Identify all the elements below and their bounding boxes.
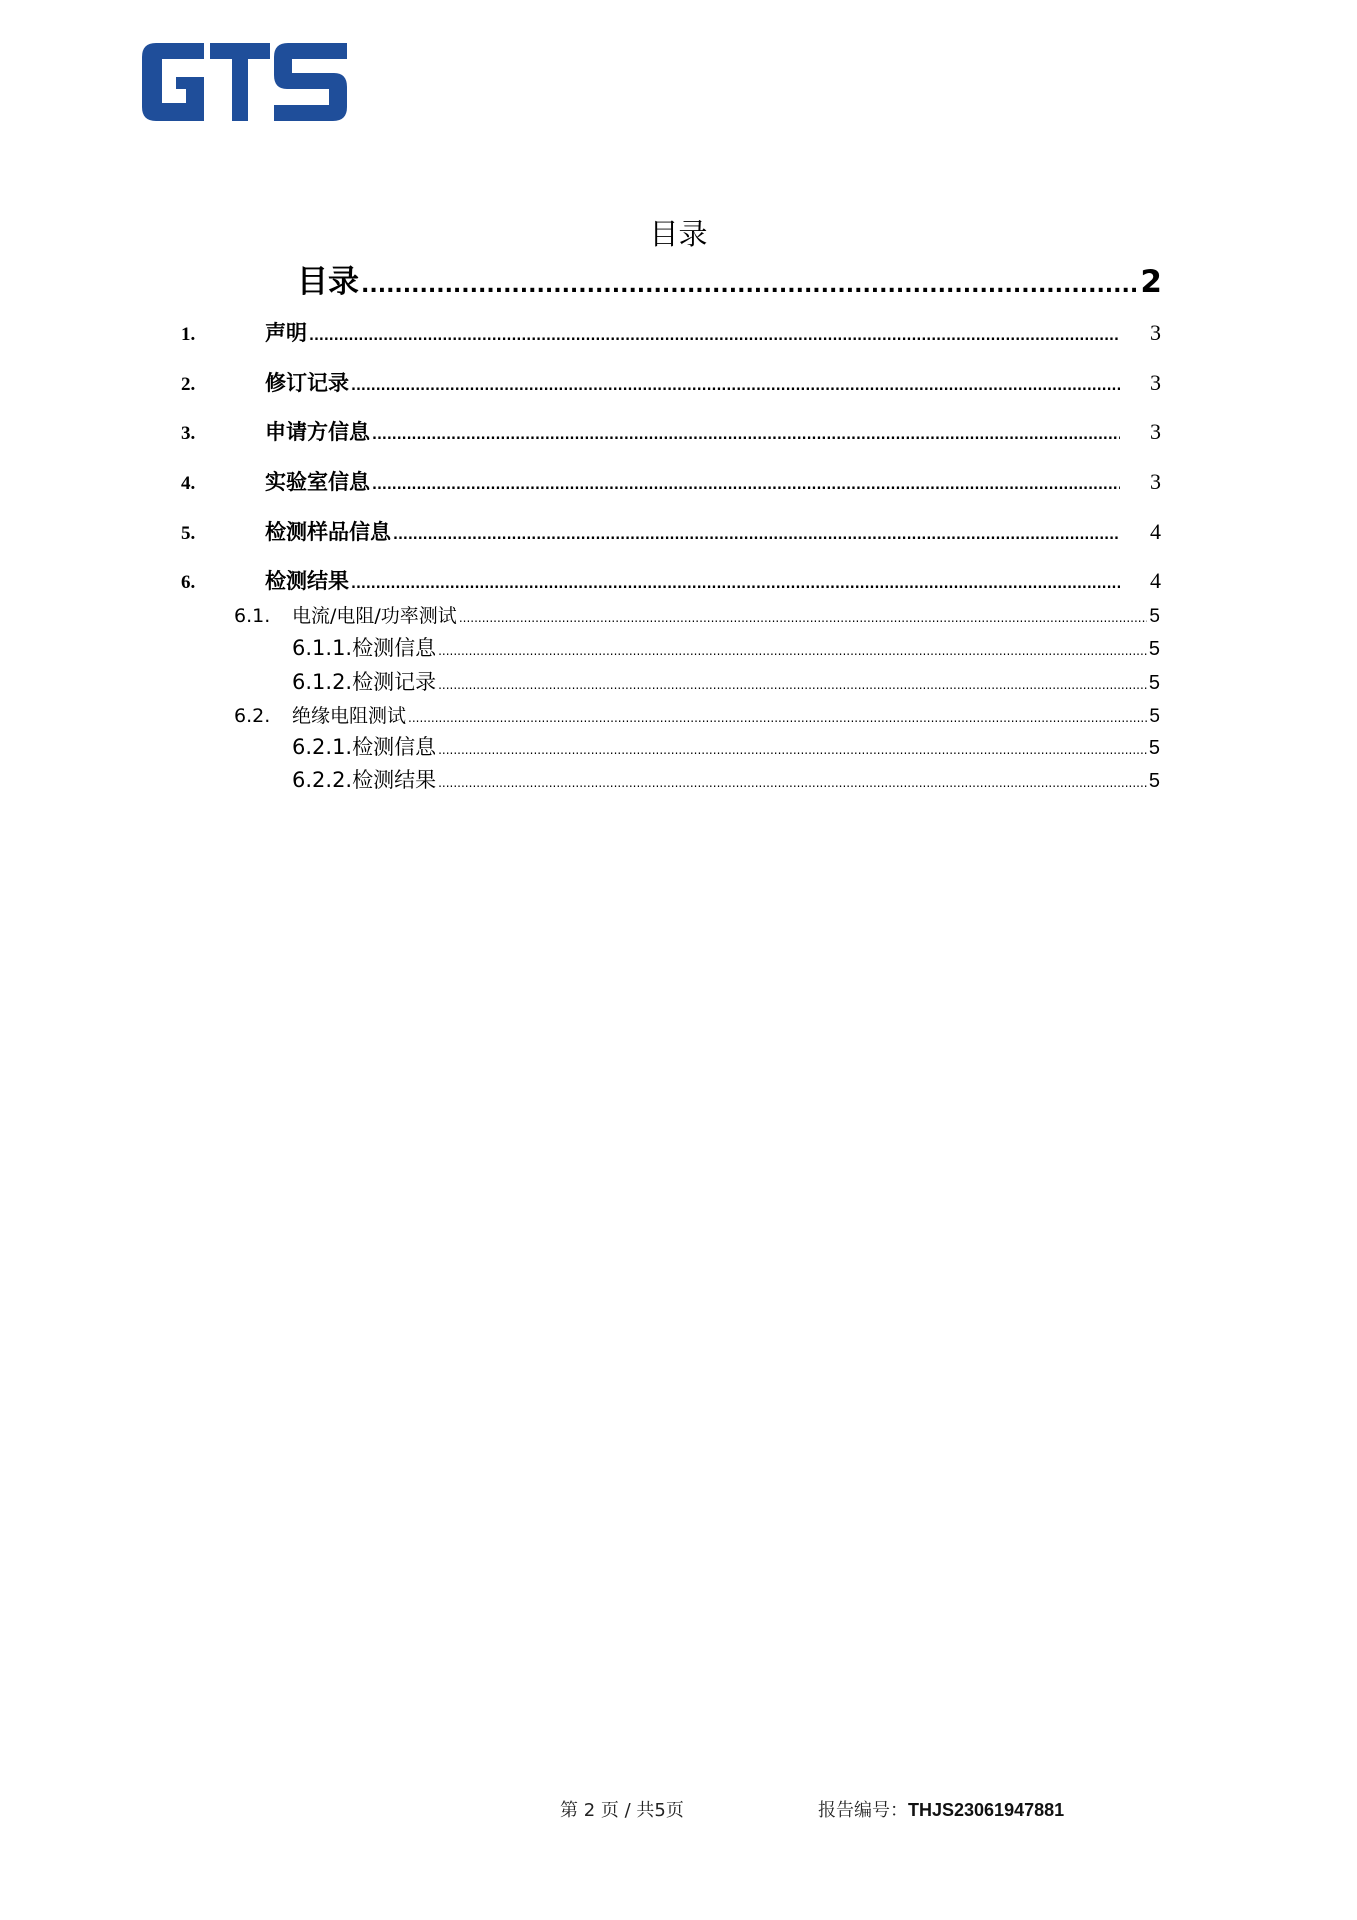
toc-page-number: 2 <box>1140 264 1162 300</box>
dot-leader <box>361 264 1138 300</box>
toc-subentry[interactable] <box>234 601 1160 628</box>
report-number-label: 报告编号： <box>818 1800 908 1821</box>
toc-page-number: 4 <box>1150 519 1161 544</box>
dot-leader <box>309 321 1120 345</box>
dot-leader <box>372 420 1120 444</box>
toc-entry-label: 检测结果 <box>265 569 349 593</box>
dot-leader <box>351 371 1120 395</box>
toc-page-number: 3 <box>1150 320 1161 345</box>
toc-subentry[interactable] <box>292 632 1160 662</box>
toc-entry-number: 6.1.1. <box>292 636 353 660</box>
toc-entry-label: 检测信息 <box>352 636 437 660</box>
toc-entry[interactable] <box>181 516 1161 546</box>
toc-entry-label: 声明 <box>265 321 307 345</box>
toc-entry-number: 6.1.2. <box>292 670 353 694</box>
toc-entry-number: 3. <box>181 423 196 444</box>
toc-entry-number: 6.2.2. <box>292 768 353 792</box>
toc-entry-label: 检测结果 <box>352 768 437 792</box>
dot-leader <box>372 470 1120 494</box>
dot-leader <box>459 605 1148 627</box>
toc-entry-number: 6.2.1. <box>292 735 353 759</box>
toc-subentry[interactable] <box>234 701 1160 728</box>
toc-entry-label: 绝缘电阻测试 <box>292 705 407 727</box>
gts-logo <box>142 43 347 121</box>
toc-entry-label: 电流/电阻/功率测试 <box>292 605 457 627</box>
toc-entry[interactable] <box>181 466 1161 496</box>
toc-heading-label: 目录 <box>297 264 359 300</box>
toc-page-number: 5 <box>1148 770 1160 792</box>
toc-entry-number: 1. <box>181 324 196 345</box>
toc-page-number: 3 <box>1150 469 1161 494</box>
toc-subentry[interactable] <box>292 731 1160 761</box>
toc-page-number: 5 <box>1148 638 1160 660</box>
toc-page-number: 5 <box>1148 737 1160 759</box>
toc-subentry[interactable] <box>292 764 1160 794</box>
report-number-value: THJS23061947881 <box>908 1800 1065 1820</box>
dot-leader <box>438 735 1147 759</box>
report-number <box>818 1796 1064 1822</box>
document-title: 目录 <box>649 217 708 251</box>
toc-entry-label: 检测记录 <box>352 670 437 694</box>
toc-page-number: 5 <box>1149 606 1160 627</box>
toc-subentry[interactable] <box>292 666 1160 696</box>
toc-entry-number: 6. <box>181 572 196 593</box>
toc-page-number: 3 <box>1150 370 1161 395</box>
toc-page-number: 5 <box>1149 706 1160 727</box>
toc-entry-number: 2. <box>181 374 196 395</box>
toc-entry-number: 5. <box>181 523 196 544</box>
page-info: 第 2 页 / 共5页 <box>560 1800 684 1821</box>
toc-entry[interactable] <box>181 565 1161 595</box>
toc-entry[interactable] <box>181 367 1161 397</box>
dot-leader <box>408 705 1147 727</box>
toc-page-number: 5 <box>1148 672 1160 694</box>
toc-entry-label: 修订记录 <box>265 371 349 395</box>
dot-leader <box>393 520 1120 544</box>
toc-entry-label: 申请方信息 <box>265 420 370 444</box>
toc-entry[interactable] <box>181 416 1161 446</box>
toc-entry-label: 检测信息 <box>352 735 437 759</box>
toc-heading-entry[interactable] <box>297 256 1162 301</box>
dot-leader <box>438 768 1147 792</box>
toc-page-number: 3 <box>1150 419 1161 444</box>
toc-entry-label: 实验室信息 <box>265 470 370 494</box>
dot-leader <box>438 670 1147 694</box>
toc-entry-number: 4. <box>181 473 196 494</box>
toc-entry-number: 6.1. <box>234 605 271 627</box>
toc-entry-number: 6.2. <box>234 705 271 727</box>
toc-page-number: 4 <box>1150 568 1161 593</box>
dot-leader <box>438 636 1147 660</box>
dot-leader <box>351 569 1120 593</box>
toc-entry-label: 检测样品信息 <box>265 520 391 544</box>
toc-entry[interactable] <box>181 317 1161 347</box>
